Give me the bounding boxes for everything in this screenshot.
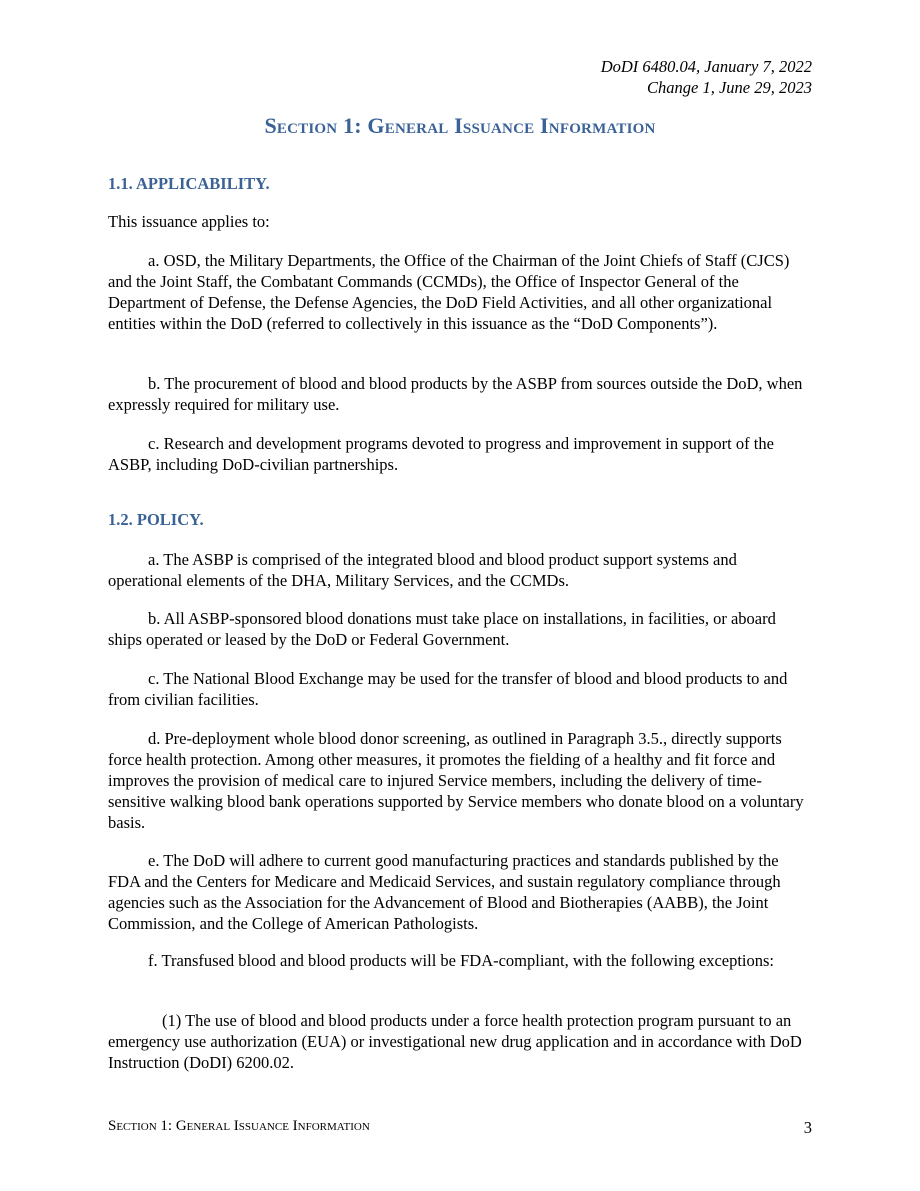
footer-page-number: 3 xyxy=(803,1118,812,1137)
section-title: Section 1: General Issuance Information xyxy=(264,113,656,138)
policy-heading: 1.2. POLICY. xyxy=(108,510,204,529)
applicability-item-c: c. Research and development programs devoted to progress and improvement in support of the ASBP, including DoD-civilian partnerships. xyxy=(108,434,774,474)
footer-section-label: Section 1: General Issuance Information xyxy=(108,1118,370,1134)
policy-item-d: d. Pre-deployment whole blood donor screening, as outlined in Paragraph 3.5., directly supports force health protection. Among other measures, it promotes the fielding of a healthy and fit force and improves the provision of medical care to injured Service members, including the delivery of time-sensitive walking blood bank operations supported by Service members who donate blood on a voluntary basis. xyxy=(108,729,804,832)
document-page xyxy=(108,0,812,1191)
applicability-intro: This issuance applies to: xyxy=(108,212,270,231)
policy-item-c: c. The National Blood Exchange may be used for the transfer of blood and blood products to and from civilian facilities. xyxy=(108,669,788,709)
policy-item-f: f. Transfused blood and blood products will be FDA-compliant, with the following exceptions: xyxy=(148,951,775,970)
header-change-date: Change 1, June 29, 2023 xyxy=(647,78,812,97)
applicability-item-b: b. The procurement of blood and blood products by the ASBP from sources outside the DoD, when expressly required for military use. xyxy=(108,374,803,414)
applicability-item-a: a. OSD, the Military Departments, the Office of the Chairman of the Joint Chiefs of Staff (CJCS) and the Joint Staff, the Combatant Commands (CCMDs), the Office of Inspector General of the Department of Defense, the Defense Agencies, the DoD Field Activities, and all other organizational entities within the DoD (referred to collectively in this issuance as the “DoD Components”). xyxy=(108,251,790,333)
document-header xyxy=(601,56,812,98)
header-issuance-date: DoDI 6480.04, January 7, 2022 xyxy=(600,57,812,76)
applicability-heading: 1.1. APPLICABILITY. xyxy=(108,174,270,193)
policy-item-b: b. All ASBP-sponsored blood donations must take place on installations, in facilities, or aboard ships operated or leased by the DoD or Federal Government. xyxy=(108,609,776,649)
policy-item-e: e. The DoD will adhere to current good manufacturing practices and standards published by the FDA and the Centers for Medicare and Medicaid Services, and sustain regulatory compliance through agencies such as the Association for the Advancement of Blood and Biotherapies (AABB), the Joint Commission, and the College of American Pathologists. xyxy=(108,851,781,933)
policy-item-a: a. The ASBP is comprised of the integrated blood and blood product support systems and operational elements of the DHA, Military Services, and the CCMDs. xyxy=(108,550,737,590)
policy-item-f1: (1) The use of blood and blood products under a force health protection program pursuant to an emergency use authorization (EUA) or investigational new drug application and in accordance with DoD Instruction (DoDI) 6200.02. xyxy=(108,1011,802,1072)
